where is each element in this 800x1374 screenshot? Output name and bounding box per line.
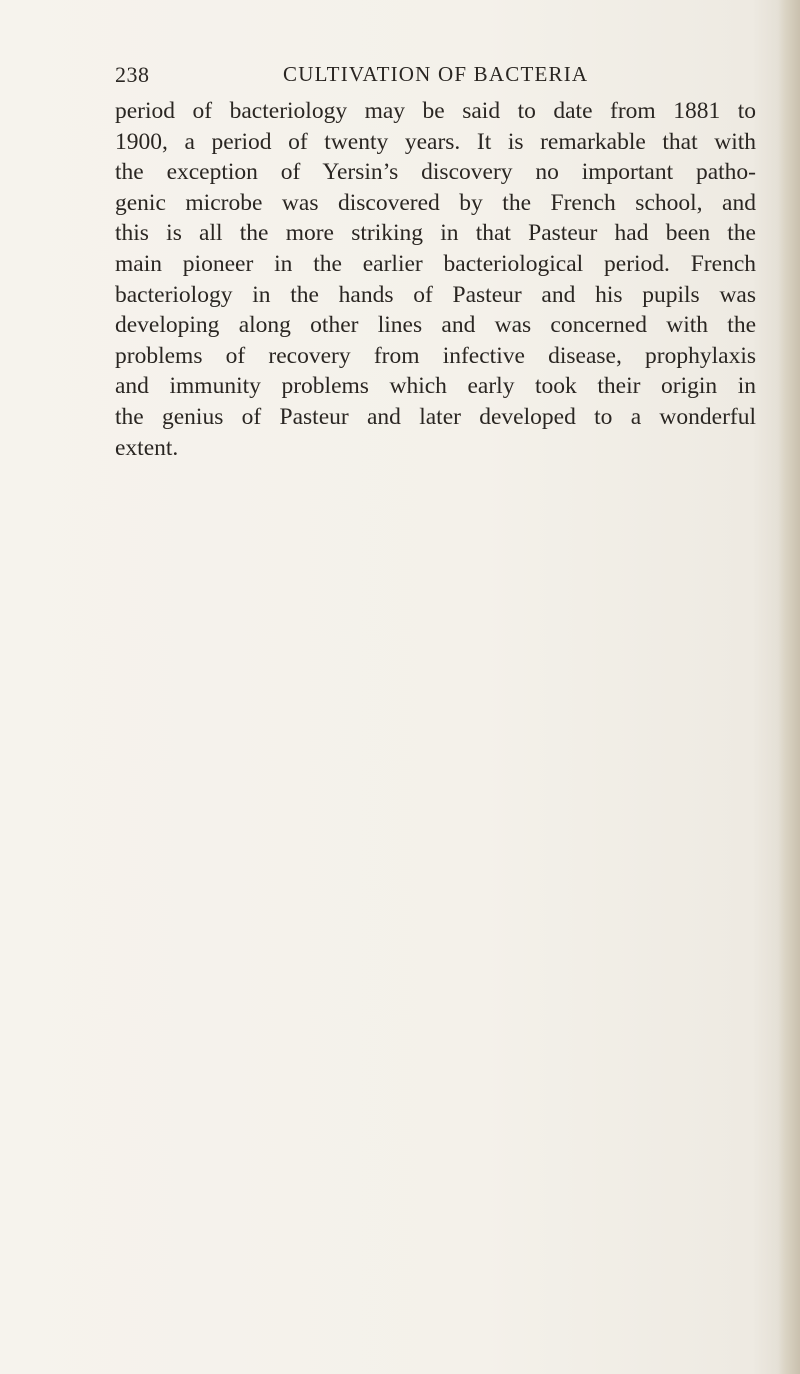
page-edge-shadow <box>778 0 800 1374</box>
text-line: extent. <box>115 434 179 461</box>
text-line: the exception of Yersin’s discovery no important patho- <box>115 159 756 186</box>
text-line: 1900, a period of twenty years. It is remarkable that with <box>115 128 756 155</box>
text-line: problems of recovery from infective disease, prophylaxis <box>115 342 756 369</box>
text-line: genic microbe was discovered by the French school, and <box>115 189 756 216</box>
page-number: 238 <box>115 62 150 87</box>
running-head: CULTIVATION OF BACTERIA <box>283 62 589 86</box>
body-paragraph <box>115 96 756 463</box>
text-line: this is all the more striking in that Pasteur had been the <box>115 220 756 247</box>
text-line: developing along other lines and was concerned with the <box>115 312 756 339</box>
text-line: period of bacteriology may be said to date from 1881 to <box>115 98 756 124</box>
text-line: the genius of Pasteur and later developed to a wonderful <box>115 403 756 430</box>
text-line: main pioneer in the earlier bacteriological period. French <box>115 250 756 277</box>
text-line: and immunity problems which early took their origin in <box>115 373 756 400</box>
page-header <box>115 62 715 92</box>
text-line: bacteriology in the hands of Pasteur and his pupils was <box>115 281 756 308</box>
